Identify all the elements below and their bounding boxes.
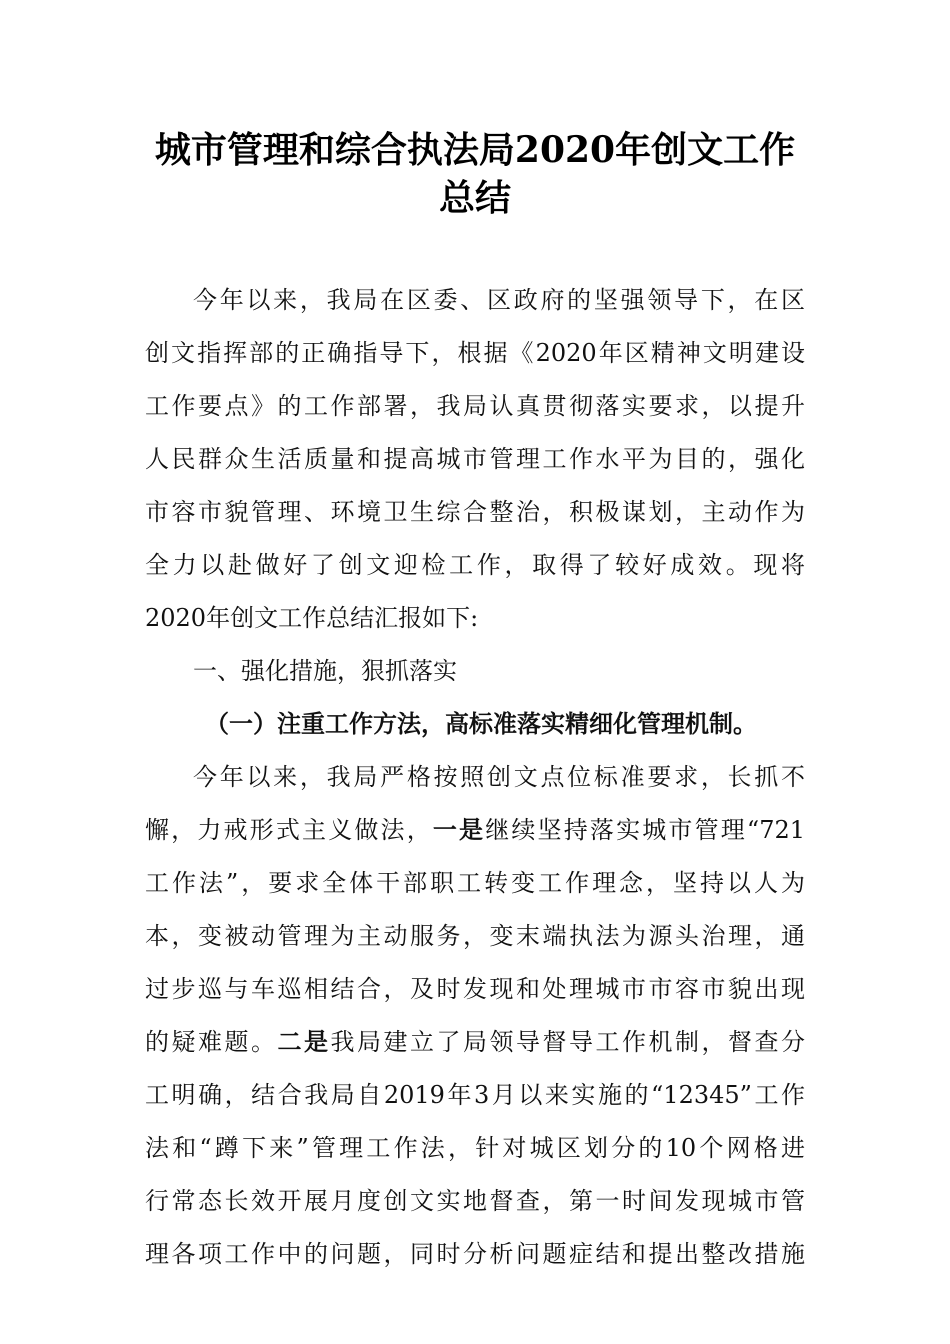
intro-line: 工作要点》的工作部署，我局认真贯彻落实要求，以提升 — [145, 392, 805, 420]
body-line: 理各项工作中的问题，同时分析问题症结和提出整改措施 — [145, 1240, 805, 1268]
intro-line: 人民群众生活质量和提高城市管理工作水平为目的，强化 — [145, 445, 805, 473]
body-text: 的疑难题。 — [145, 1028, 278, 1056]
body-line: 今年以来，我局严格按照创文点位标准要求，长抓不 — [193, 763, 805, 791]
body-line: 本，变被动管理为主动服务，变末端执法为源头治理，通 — [145, 922, 805, 950]
document-title-line-1: 城市管理和综合执法局2020年创文工作 — [154, 129, 796, 171]
intro-line: 2020年创文工作总结汇报如下: — [145, 604, 479, 632]
body-line: 行常态长效开展月度创文实地督查，第一时间发现城市管 — [145, 1187, 805, 1215]
intro-line: 今年以来，我局在区委、区政府的坚强领导下，在区 — [193, 286, 805, 314]
body-line: 工明确，结合我局自2019年3月以来实施的“12345”工作 — [145, 1081, 805, 1109]
document-title-line-2: 总结 — [438, 177, 511, 219]
body-text: 懈，力戒形式主义做法， — [145, 816, 433, 844]
subsection-heading: （一）注重工作方法，高标准落实精细化管理机制。 — [205, 710, 757, 738]
body-line: 过步巡与车巡相结合，及时发现和处理城市市容市貌出现 — [145, 975, 805, 1003]
intro-line: 创文指挥部的正确指导下，根据《2020年区精神文明建设 — [145, 339, 805, 367]
emphasis-first: 一是 — [432, 816, 486, 844]
body-text: 我局建立了局领导督导工作机制，督查分 — [330, 1028, 805, 1056]
body-line — [145, 1027, 805, 1057]
body-line — [145, 815, 805, 845]
body-line: 法和“蹲下来”管理工作法，针对城区划分的10个网格进 — [145, 1134, 805, 1162]
emphasis-second: 二是 — [277, 1028, 331, 1056]
intro-line: 市容市貌管理、环境卫生综合整治，积极谋划，主动作为 — [145, 498, 805, 526]
intro-line: 全力以赴做好了创文迎检工作，取得了较好成效。现将 — [145, 551, 805, 579]
body-text: 继续坚持落实城市管理“721 — [485, 816, 806, 844]
body-line: 工作法”，要求全体干部职工转变工作理念，坚持以人为 — [145, 869, 805, 897]
section-heading: 一、强化措施，狠抓落实 — [193, 657, 457, 685]
